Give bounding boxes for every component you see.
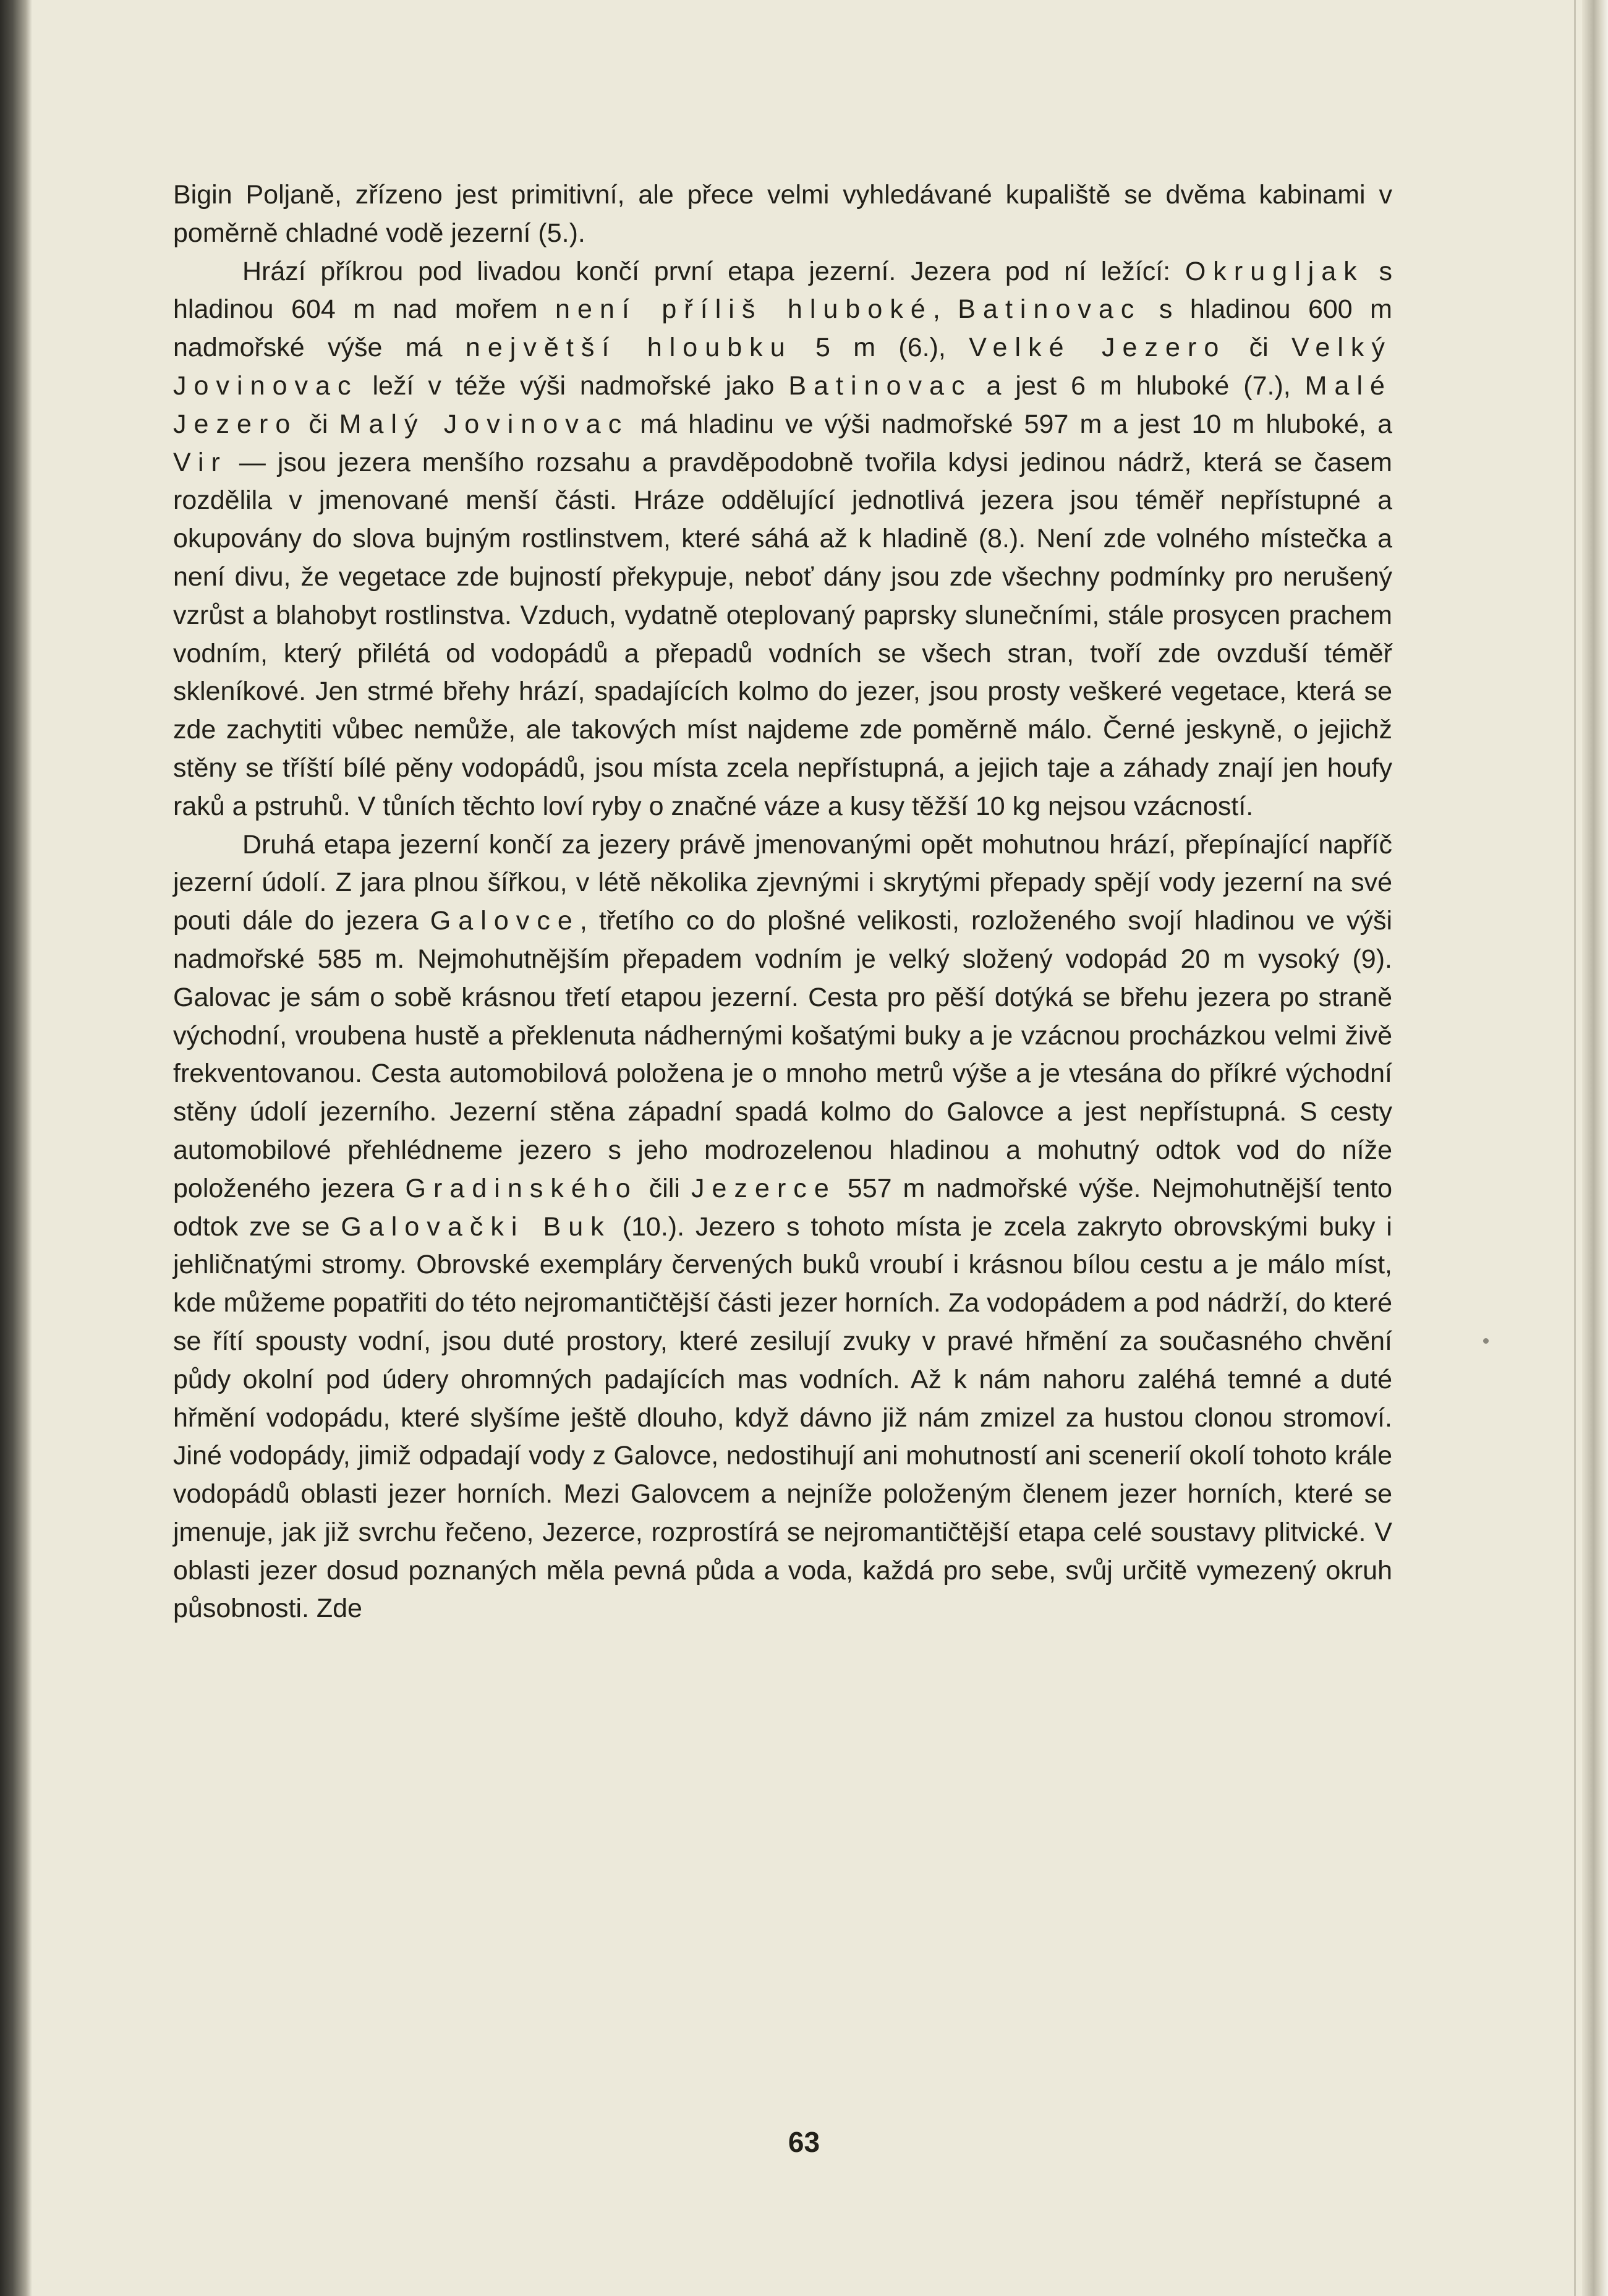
page-number: 63 xyxy=(788,2126,820,2158)
page-edge-line xyxy=(1574,0,1576,2296)
text-run: čili xyxy=(637,1173,691,1203)
spaced-term: Malé Jezero xyxy=(173,370,1393,439)
text-run: s hladinou 604 m nad mořem xyxy=(173,256,1392,325)
paragraph xyxy=(173,176,1392,253)
text-run: 5 m (6.), xyxy=(792,333,969,363)
text-run: či xyxy=(1226,333,1292,363)
text-run: s hladinou 600 m nadmořské výše má xyxy=(173,294,1392,363)
paragraph xyxy=(173,826,1392,1629)
text-run: leží v téže výši nadmořské jako xyxy=(358,370,789,401)
text-run: či xyxy=(297,409,339,439)
text-run: má hladinu ve výši nadmořské 597 m a jest 10 m hluboké, a xyxy=(629,409,1392,439)
spaced-term: Malý Jovinovac xyxy=(339,409,629,439)
text-run: Bigin Poljaně, zřízeno jest primitivní, ale přece velmi vyhledávané kupaliště se dvěma kabinami v poměrně chladné vodě jezerní (5.). xyxy=(173,180,1392,248)
spaced-term: Jezerce xyxy=(691,1173,836,1203)
spaced-term: Velké Jezero xyxy=(969,333,1227,363)
spaced-term: Batinovac xyxy=(788,370,972,401)
text-run: 557 m nadmořské výše. Nejmohutnější tento odtok zve se xyxy=(173,1173,1392,1242)
spaced-term: Batinovac xyxy=(958,294,1142,325)
spaced-term: Galovački Buk xyxy=(341,1211,611,1242)
text-run: (10.). Jezero s tohoto místa je zcela zakryto obrovskými buky i jehličnatými stromy. Obrovské exempláry červených buků vroubí i krásnou bílou cestu a je málo míst, kde můžeme popatřiti do této nejromantičtější části jezer horních. Za vodopádem a pod nádrží, do které se řítí spousty vodní, jsou duté prostory, které zesilují zvuky v pravé hřmění za současného chvění půdy okolní pod údery ohromných padajících mas vodních. Až k nám nahoru zaléhá temné a duté hřmění vodopádu, které slyšíme ještě dlouho, když dávno již nám zmizel za hustou clonou stromoví. Jiné vodopády, jimiž odpadají vody z Galovce, nedostihují ani mohutností ani scenerií okolí tohoto krále vodopádů oblasti jezer horních. Mezi Galovcem a nejníže položeným členem jezer horních, které se jmenuje, jak již svrchu řečeno, Jezerce, rozprostírá se nejromantičtější etapa celé soustavy plitvické. V oblasti jezer dosud poznaných měla pevná půda a voda, každá pro sebe, svůj určitě vymezený okruh působnosti. Zde xyxy=(173,1211,1392,1624)
text-run: Druhá etapa jezerní končí za jezery právě jmenovanými opět mohutnou hrází, přepínající napříč jezerní údolí. Z jara plnou šířkou, v létě několika zjevnými i skrytými přepady spějí vody jezerní na své pouti dále do jezera xyxy=(173,829,1392,936)
spaced-term: Okrugljak xyxy=(1185,256,1364,286)
text-run: — jsou jezera menšího rozsahu a pravděpodobně tvořila kdysi jedinou nádrž, která se časem rozdělila v jmenované menší části. Hráze oddělující jednotlivá jezera jsou téměř nepřístupné a okupovány do slova bujným rostlinstvem, které sáhá až k hladině (8.). Není zde volného místečka a není divu, že vegetace zde bujností překypuje, neboť dány jsou zde všechny podmínky pro nerušený vzrůst a blahobyt rostlinstva. Vzduch, vydatně oteplovaný paprsky slunečními, stále prosycen prachem vodním, který přilétá od vodopádů a přepadů vodních se všech stran, tvoří zde ovzduší téměř skleníkové. Jen strmé břehy hrází, spadajících kolmo do jezer, jsou prosty veškeré vegetace, která se zde zachytiti vůbec nemůže, ale takových míst najdeme zde poměrně málo. Černé jeskyně, o jejichž stěny se tříští bílé pěny vodopádů, jsou místa zcela nepřístupná, a jejich taje a záhady znají jen houfy raků a pstruhů. V tůních těchto loví ryby o značné váze a kusy těžší 10 kg nejsou vzácností. xyxy=(173,447,1392,821)
body-text xyxy=(173,176,1392,1628)
text-run: Hrází příkrou pod livadou končí první etapa jezerní. Jezera pod ní ležící: xyxy=(242,256,1185,286)
text-run: a jest 6 m hluboké (7.), xyxy=(972,370,1305,401)
spaced-term: Gradinského xyxy=(405,1173,638,1203)
spaced-term: Vir xyxy=(173,447,228,477)
spaced-term: Galovce xyxy=(430,906,580,936)
spaced-term: Velký Jovinovac xyxy=(173,333,1392,401)
text-run: , třetího co do plošné velikosti, rozloženého svojí hladinou ve výši nadmořské 585 m. Nejmohutnějším přepadem vodním je velký složený vodopád 20 m vysoký (9). Galovac je sám o sobě krásnou třetí etapou jezerní. Cesta pro pěší dotýká se břehu jezera po straně východní, vroubena hustě a překlenuta nádhernými košatými buky a je vzácnou procházkou velmi živě frekventovanou. Cesta automobilová položena je o mnoho metrů výše a je vtesána do příkré východní stěny údolí jezerního. Jezerní stěna západní spadá kolmo do Galovce a jest nepřístupná. S cesty automobilové přehlédneme jezero s jeho modrozelenou hladinou a mohutný odtok vod do níže položeného jezera xyxy=(173,906,1393,1203)
book-binding-shadow xyxy=(0,0,32,2296)
page-right-edge xyxy=(1582,0,1608,2296)
spaced-term: největší hloubku xyxy=(465,333,793,363)
scan-speck xyxy=(1483,1338,1489,1344)
text-run: , xyxy=(932,294,958,325)
paragraph xyxy=(173,253,1392,826)
spaced-term: není příliš hluboké xyxy=(555,294,933,325)
